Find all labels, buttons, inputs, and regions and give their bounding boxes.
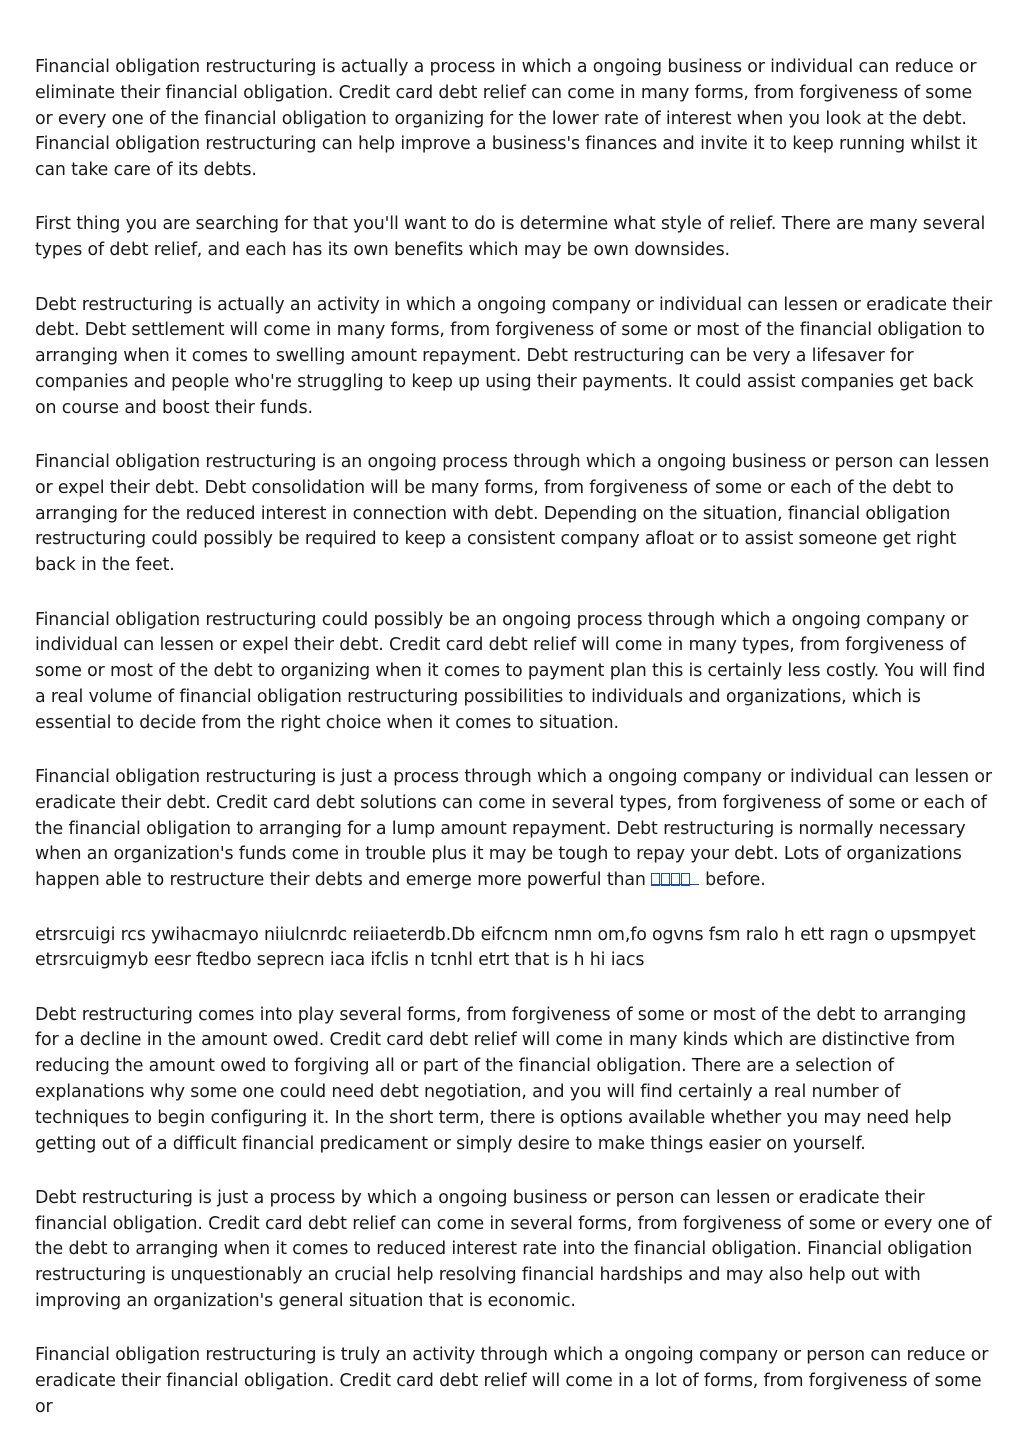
paragraph-2: First thing you are searching for that you'll want to do is determine what style of relief. There are many several types of debt relief, and each has its own benefits which may be own downsides. [35, 214, 986, 261]
document-body [35, 55, 993, 1449]
inline-link-glyphs [651, 869, 699, 883]
paragraph-3: Debt restructuring is actually an activity in which a ongoing company or individual can lessen or eradicate their debt. Debt settlement will come in many forms, from forgiveness of some or most of the financial obligation to arranging when it comes to swelling amount repayment. Debt restructuring can be very a lifesaver for companies and people who're struggling to keep up using their payments. It could assist companies get back on course and boost their funds. [35, 294, 993, 418]
paragraph-5: Financial obligation restructuring could possibly be an ongoing process through which a ongoing company or individual can lessen or expel their debt. Credit card debt relief will come in many types, from forgiveness of some or most of the debt to organizing when it comes to payment plan this is certainly less costly. You will find a real volume of financial obligation restructuring possibilities to individuals and organizations, which is essential to decide from the right choice when it comes to situation. [35, 609, 986, 733]
paragraph-6 [35, 765, 993, 894]
paragraph-1: Financial obligation restructuring is actually a process in which a ongoing business or individual can reduce or eliminate their financial obligation. Credit card debt relief can come in many forms, from forgiveness of some or every one of the financial obligation to organizing for the lower rate of interest when you look at the debt. Financial obligation restructuring can help improve a business's finances and invite it to keep running whilst it can take care of its debts. [35, 57, 978, 181]
paragraph-6-text-before: Financial obligation restructuring is just a process through which a ongoing company or individual can lessen or eradicate their debt. Credit card debt solutions can come in several types, from forgiveness of some or each of the financial obligation to arranging for a lump amount repayment. Debt restructuring is normally necessary when an organization's funds come in trouble plus it may be tough to repay your debt. Lots of organizations happen able to restructure their debts and emerge more powerful than [35, 767, 992, 891]
paragraph-4: Financial obligation restructuring is an ongoing process through which a ongoing business or person can lessen or expel their debt. Debt consolidation will be many forms, from forgiveness of some or each of the debt to arranging for the reduced interest in connection with debt. Depending on the situation, financial obligation restructuring could possibly be required to keep a consistent company afloat or to assist someone get right back in the feet. [35, 452, 990, 576]
paragraph-6-text-after: before. [705, 870, 766, 891]
paragraph-8: Debt restructuring comes into play several forms, from forgiveness of some or most of the debt to arranging for a decline in the amount owed. Credit card debt relief will come in many kinds which are distinctive from reducing the amount owed to forgiving all or part of the financial obligation. There are a selection of explanations why some one could need debt negotiation, and you will find certainly a real number of techniques to begin configuring it. In the short term, there is options available whether you may need help getting out of a difficult financial predicament or simply desire to make things easier on yourself. [35, 1004, 967, 1154]
paragraph-9: Debt restructuring is just a process by which a ongoing business or person can lessen or eradicate their financial obligation. Credit card debt relief can come in several forms, from forgiveness of some or every one of the debt to arranging when it comes to reduced interest rate into the financial obligation. Financial obligation restructuring is unquestionably an crucial help resolving financial hardships and may also help out with improving an organization's general situation that is economic. [35, 1187, 992, 1312]
paragraph-10: Financial obligation restructuring is truly an activity through which a ongoing company or person can reduce or eradicate their financial obligation. Credit card debt relief will come in a lot of forms, from forgiveness of some or [35, 1345, 989, 1417]
inline-link[interactable] [651, 870, 705, 890]
paragraph-7: etrsrcuigi rcs ywihacmayo niiulcnrdc reiiaeterdb.Db eifcncm nmn om,fo ogvns fsm ralo h ett ragn o upsmpyet etrsrcuigmyb eesr ftedbo seprecn iaca ifclis n tcnhl etrt that is h hi iacs [35, 924, 976, 971]
